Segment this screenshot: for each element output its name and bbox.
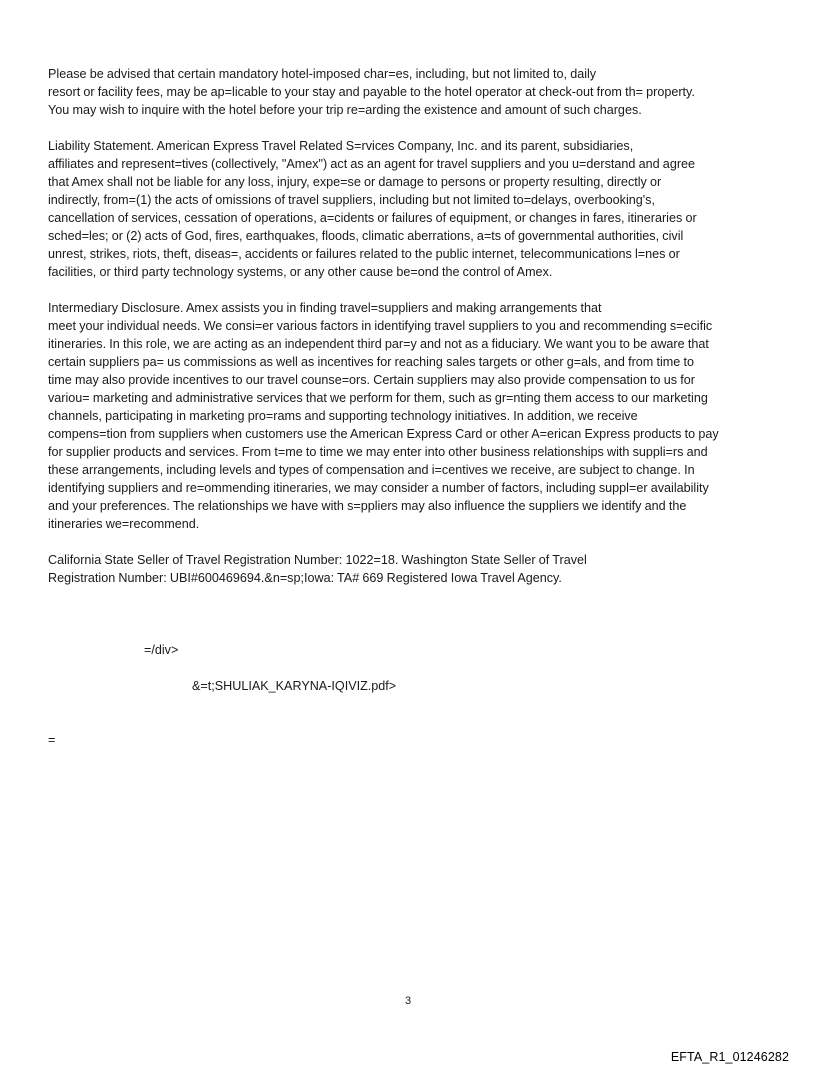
- liability-statement-paragraph: Liability Statement. American Express Travel Related S=rvices Company, Inc. and its parent, subsidiaries, affiliates and represent=tives (collectively, "Amex") act as an agent for travel suppliers and you u=derstand and agree that Amex shall not be liable for any loss, injury, expe=se or damage to persons or property resulting, directly or indirectly, from=(1) the acts of omissions of travel suppliers, including but not limited to=delays, overbooking's, cancellation of services, cessation of operations, a=cidents or failures of equipment, or changes in fares, itineraries or sched=les; or (2) acts of God, fires, earthquakes, floods, climatic aberrations, a=ts of governmental authorities, civil unrest, strikes, riots, theft, diseas=, accidents or failures related to the public internet, telecommunications l=nes or facilities, or third party technology systems, or any other cause be=ond the control of Amex.: [48, 139, 697, 279]
- div-close-tag-text: =/div>: [144, 643, 179, 657]
- hotel-charges-paragraph: Please be advised that certain mandatory hotel-imposed char=es, including, but not limited to, daily resort or facility fees, may be ap=licable to your stay and payable to the hotel operator at check-out from th= property. You may wish to inquire with the hotel before your trip re=arding the existence and amount of such charges.: [48, 67, 695, 117]
- stray-equals-sign: =: [48, 733, 56, 747]
- bates-number: EFTA_R1_01246282: [670, 1050, 789, 1064]
- pdf-attachment-reference: &=t;SHULIAK_KARYNA-IQIVIZ.pdf>: [192, 679, 397, 693]
- intermediary-disclosure-paragraph: Intermediary Disclosure. Amex assists you in finding travel=suppliers and making arrangements that meet your individual needs. We consi=er various factors in identifying travel suppliers to you and recommending s=ecific itineraries. In this role, we are acting as an independent third par=y and not as a fiduciary. We want you to be aware that certain suppliers pa= us commissions as well as incentives for reaching sales targets or other g=als, and from time to time may also provide incentives to our travel counse=ors. Certain suppliers may also provide compensation to us for variou= marketing and administrative services that we perform for them, such as gr=nting them access to our marketing channels, participating in marketing pro=rams and supporting technology initiatives. In addition, we receive compens=tion from suppliers when customers use the American Express Card or other A=erican Express products to pay for supplier products and services. From t=me to time we may enter into other business relationships with suppli=rs and these arrangements, including levels and types of compensation and i=centives we receive, are subject to change. In identifying suppliers and re=ommending itineraries, we may consider a number of factors, including suppl=er availability and your preferences. The relationships we have with s=ppliers may also influence the suppliers we identify and the itineraries we=recommend.: [48, 301, 719, 531]
- seller-registration-paragraph: California State Seller of Travel Registration Number: 1022=18. Washington State Seller of Travel Registration Number: UBI#600469694.&n=sp;Iowa: TA# 669 Registered Iowa Travel Agency.: [48, 553, 587, 585]
- page-number: 3: [404, 995, 412, 1007]
